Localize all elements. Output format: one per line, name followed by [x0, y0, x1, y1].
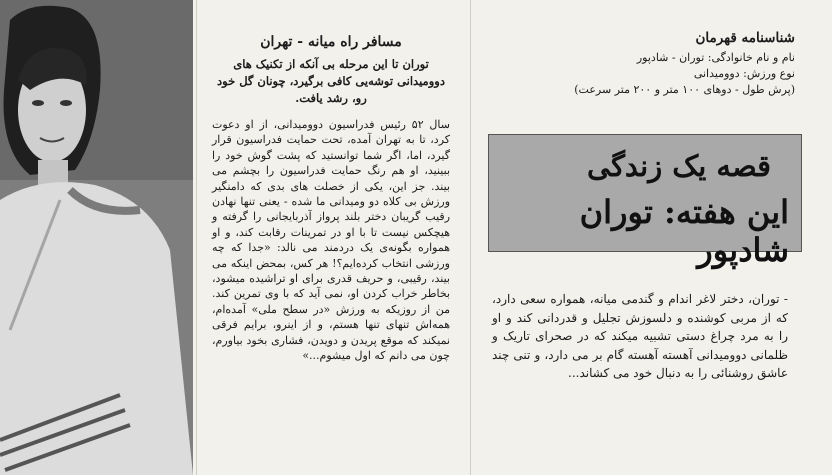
- profile-heading: شناسنامه قهرمان: [695, 30, 795, 46]
- section-title: مسافر راه میانه - تهران: [260, 34, 402, 50]
- profile-events: (پرش طول - دوهای ۱۰۰ متر و ۲۰۰ متر سرعت): [574, 83, 795, 96]
- body-paragraph: سال ۵۲ رئیس فدراسیون دوومیدانی، از او دعوت کرد، تا به تهران آمده، تحت حمایت فدراسیون قرار گیرد، اما، اگر شما توانستید که پشت گوش خود را ببینید، او هم رنگ حمایت فدراسیون را بچشم می بیند. جز این، یکی از خصلت های بدی که دامنگیر ورزش بی کلاه دو ومیدانی ما شده - یعنی تنها نهادن رقیب گریبان دختر بلند پرواز آذربایجانی را گرفته و هیچکس نیست تا با او در تمرینات رقابت کند، و او همواره بگونه‌ی یک دردمند می نالد: «جدا که چه ورزشی انتخاب کرده‌ایم؟! هر کس، بمحض اینکه می بیند، رقیبی، و حریف قدری برای او تراشیده میشود، بخاطر خراب کردن او، نمی آید که با وی تمرین کند. من از روزیکه به ورزش «در سطح ملی» آمده‌ام، همه‌اش تنهای تنها هستم، و از اینرو، برایم فرقی نمیکند که موقع پریدن و دویدن، فشاری بخود بیاورم، چون می دانم که اول میشوم...»: [212, 118, 450, 363]
- middle-column: [212, 34, 450, 364]
- intro-paragraph: - توران، دختر لاغر اندام و گندمی میانه، همواره سعی دارد، که از مربی کوشنده و دلسوزش تجلیل و قدردانی کند و او را به مرد چراغ دستی تشبیه میکند که در صحرای تاریک و ظلمانی دوومیدانی آهسته آهسته گام بر می دارد، و تنی چند عاشق روشنائی را به دنبال خود می کشاند...: [492, 292, 788, 380]
- lead-paragraph: توران تا این مرحله بی آنکه از تکنیک های دوومیدانی توشه‌یی کافی برگیرد، چونان گل خود رو، رشد یافت.: [217, 57, 445, 105]
- athlete-photo: [0, 0, 193, 475]
- column-rule-right: [470, 0, 471, 475]
- intro-column: [492, 290, 788, 383]
- profile-box: [520, 30, 795, 98]
- banner-line-2: این هفته: توران شادپور: [579, 193, 789, 269]
- column-rule-left: [196, 0, 197, 475]
- profile-sport: نوع ورزش: دوومیدانی: [693, 67, 795, 80]
- headline-banner: [488, 134, 802, 269]
- profile-name: نام و نام خانوادگی: توران - شادپور: [636, 51, 795, 64]
- banner-line-1: قصه یک زندگی: [586, 149, 771, 183]
- athlete-portrait-drawing: [0, 0, 193, 475]
